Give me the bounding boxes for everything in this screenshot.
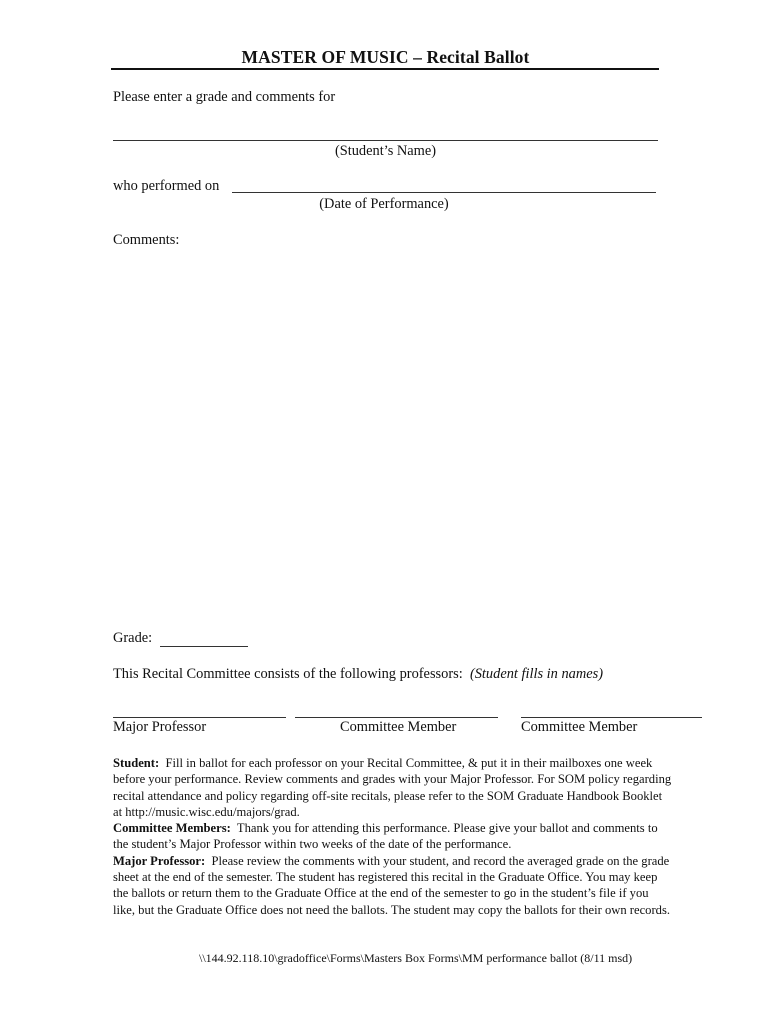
title-rule bbox=[111, 68, 659, 70]
performance-date-field[interactable] bbox=[232, 192, 656, 193]
major-professor-label: Major Professor bbox=[113, 719, 207, 735]
committee-statement bbox=[113, 666, 603, 683]
student-instructions-text: Fill in ballot for each professor on your Recital Committee, & put it in their mailboxes one week before your performance. Review comments and grades with your Major Professor. For SOM policy regarding recital attendance and policy regarding off-site recitals, please refer to the SOM Graduate Handbook Booklet at http://music.wisc.edu/majors/grad. bbox=[113, 756, 672, 819]
date-caption: (Date of Performance) bbox=[319, 196, 449, 212]
committee-instructions-text: Thank you for attending this performance. Please give your ballot and comments to the student’s Major Professor within two weeks of the date of the performance. bbox=[113, 821, 658, 852]
committee-instructions-label: Committee Members: bbox=[113, 821, 231, 836]
file-path-footer: \\144.92.118.10\gradoffice\Forms\Masters Box Forms\MM performance ballot (8/11 msd) bbox=[199, 951, 633, 965]
performed-on-label: who performed on bbox=[113, 178, 220, 194]
committee-text: This Recital Committee consists of the following professors: bbox=[113, 666, 463, 682]
major-professor-instructions-label: Major Professor: bbox=[113, 853, 206, 868]
student-instructions-label: Student: bbox=[113, 756, 160, 770]
grade-field[interactable] bbox=[160, 646, 248, 647]
comments-label: Comments: bbox=[113, 232, 180, 248]
grade-label: Grade: bbox=[113, 630, 153, 646]
student-name-caption: (Student’s Name) bbox=[334, 143, 437, 159]
major-professor-instructions-text: Please review the comments with your student, and record the averaged grade on the grade sheet at the end of the semester. The student has registered this recital in the Graduate Office. You may keep the ballots or return them to the Graduate Office at the end of the semester to go in the student’s file if you like, but the Graduate Office does not need the ballots. The student may copy the ballots for their own records. bbox=[113, 853, 671, 917]
committee-member-1-signature-line[interactable] bbox=[295, 717, 498, 718]
instructions-block bbox=[113, 755, 673, 918]
committee-member-2-signature-line[interactable] bbox=[521, 717, 702, 718]
committee-member-2-label: Committee Member bbox=[521, 719, 638, 735]
committee-member-1-label: Committee Member bbox=[340, 719, 457, 735]
student-name-field[interactable] bbox=[113, 140, 658, 141]
committee-note: (Student fills in names) bbox=[469, 666, 604, 682]
major-professor-signature-line[interactable] bbox=[113, 717, 286, 718]
intro-text: Please enter a grade and comments for bbox=[113, 89, 336, 105]
page-title: MASTER OF MUSIC – Recital Ballot bbox=[241, 47, 530, 67]
comments-area[interactable] bbox=[113, 255, 658, 615]
